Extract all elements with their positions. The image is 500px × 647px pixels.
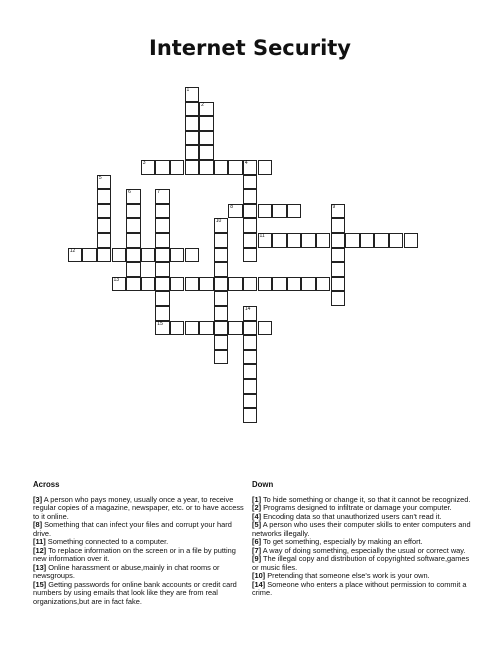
cell-number: 5 — [98, 174, 102, 181]
crossword-cell[interactable] — [243, 408, 258, 423]
crossword-cell[interactable] — [228, 277, 243, 292]
crossword-cell[interactable] — [316, 233, 331, 248]
crossword-cell[interactable] — [404, 233, 419, 248]
crossword-cell[interactable] — [360, 233, 375, 248]
clue-text: A person who pays money, usually once a year, to receive regular copies of a magazine, newspaper, etc. or to have access to it online. — [33, 494, 244, 521]
down-clue — [252, 555, 472, 572]
crossword-cell[interactable] — [155, 321, 170, 336]
crossword-cell[interactable] — [287, 204, 302, 219]
crossword-cell[interactable] — [97, 204, 112, 219]
across-clue — [33, 496, 248, 522]
down-clue — [252, 521, 472, 538]
clue-number: [5] — [252, 520, 262, 529]
clue-number: [9] — [252, 554, 262, 563]
crossword-cell[interactable] — [243, 175, 258, 190]
clue-number: [14] — [252, 579, 266, 589]
crossword-cell[interactable] — [272, 277, 287, 292]
crossword-cell[interactable] — [170, 321, 185, 336]
crossword-cell[interactable] — [185, 321, 200, 336]
clue-number: [6] — [252, 537, 262, 546]
cell-number: 8 — [230, 203, 234, 210]
crossword-cell[interactable] — [97, 218, 112, 233]
across-clue — [33, 581, 248, 607]
clue-text: To hide something or change it, so that it cannot be recognized. — [261, 494, 471, 504]
crossword-cell[interactable] — [272, 233, 287, 248]
crossword-cell[interactable] — [345, 233, 360, 248]
crossword-cell[interactable] — [243, 364, 258, 379]
crossword-cell[interactable] — [68, 248, 83, 263]
crossword-cell[interactable] — [141, 248, 156, 263]
down-clue — [252, 581, 472, 598]
crossword-cell[interactable] — [331, 204, 346, 219]
crossword-cell[interactable] — [243, 204, 258, 219]
clue-text: A person who uses their computer skills to enter computers and networks illegally. — [252, 520, 471, 538]
clue-number: [1] — [252, 494, 262, 504]
crossword-cell[interactable] — [214, 306, 229, 321]
cell-number: 11 — [259, 233, 265, 239]
crossword-cell[interactable] — [228, 160, 243, 175]
clue-number: [8] — [33, 520, 43, 529]
crossword-cell[interactable] — [214, 233, 229, 248]
crossword-cell[interactable] — [331, 233, 346, 248]
crossword-cell[interactable] — [97, 248, 112, 263]
crossword-cell[interactable] — [155, 291, 170, 306]
clue-number: [3] — [33, 494, 43, 504]
cell-number: 3 — [142, 160, 146, 166]
crossword-cell[interactable] — [214, 291, 229, 306]
crossword-cell[interactable] — [155, 189, 170, 204]
clue-number: [2] — [252, 503, 262, 512]
crossword-cell[interactable] — [331, 218, 346, 233]
crossword-cell[interactable] — [97, 233, 112, 248]
across-clue — [33, 521, 248, 538]
cell-number: 4 — [244, 160, 248, 166]
crossword-cell[interactable] — [243, 335, 258, 350]
across-clues — [33, 481, 248, 606]
crossword-cell[interactable] — [214, 248, 229, 263]
crossword-cell[interactable] — [243, 379, 258, 394]
crossword-cell[interactable] — [170, 248, 185, 263]
crossword-cell[interactable] — [331, 262, 346, 277]
crossword-cell[interactable] — [331, 248, 346, 263]
down-heading: Down — [252, 480, 274, 489]
crossword-cell[interactable] — [185, 277, 200, 292]
clue-text: Online harassment or abuse,mainly in chat rooms or newsgroups. — [33, 562, 220, 580]
crossword-cell[interactable] — [199, 321, 214, 336]
clue-text: Something connected to a computer. — [45, 537, 169, 546]
crossword-cell[interactable] — [155, 306, 170, 321]
crossword-cell[interactable] — [258, 321, 273, 336]
crossword-cell[interactable] — [185, 160, 200, 175]
crossword-cell[interactable] — [243, 160, 258, 175]
clue-text: A way of doing something, especially the usual or correct way. — [261, 545, 466, 555]
crossword-cell[interactable] — [214, 160, 229, 175]
crossword-cell[interactable] — [185, 248, 200, 263]
crossword-cell[interactable] — [214, 277, 229, 292]
crossword-cell[interactable] — [199, 160, 214, 175]
crossword-cell[interactable] — [185, 87, 200, 102]
crossword-cell[interactable] — [112, 248, 127, 263]
crossword-cell[interactable] — [243, 233, 258, 248]
crossword-cell[interactable] — [199, 145, 214, 160]
cell-number: 14 — [244, 306, 251, 312]
crossword-cell[interactable] — [214, 321, 229, 336]
across-clue — [33, 547, 248, 564]
clue-text: The illegal copy and distribution of copyrighted software,games or music files. — [252, 554, 470, 572]
crossword-cell[interactable] — [126, 248, 141, 263]
crossword-cell[interactable] — [214, 218, 229, 233]
crossword-cell[interactable] — [141, 277, 156, 292]
crossword-cell[interactable] — [126, 277, 141, 292]
cell-number: 1 — [186, 87, 190, 93]
crossword-cell[interactable] — [155, 204, 170, 219]
crossword-cell[interactable] — [170, 160, 185, 175]
clue-number: [13] — [33, 562, 47, 572]
cell-number: 12 — [69, 247, 76, 254]
crossword-cell[interactable] — [287, 277, 302, 292]
crossword-cell[interactable] — [141, 160, 156, 175]
crossword-cell[interactable] — [272, 204, 287, 219]
crossword-cell[interactable] — [199, 277, 214, 292]
crossword-cell[interactable] — [258, 204, 273, 219]
cell-number: 13 — [113, 276, 120, 283]
crossword-cell[interactable] — [97, 175, 112, 190]
crossword-cell[interactable] — [82, 248, 97, 263]
crossword-cell[interactable] — [185, 116, 200, 131]
crossword-cell[interactable] — [331, 291, 346, 306]
crossword-cell[interactable] — [126, 233, 141, 248]
crossword-cell[interactable] — [185, 145, 200, 160]
clue-number: [4] — [252, 511, 262, 521]
crossword-cell[interactable] — [243, 218, 258, 233]
crossword-cell[interactable] — [155, 233, 170, 248]
cell-number: 9 — [332, 203, 336, 210]
crossword-cell[interactable] — [214, 335, 229, 350]
crossword-cell[interactable] — [243, 350, 258, 365]
cell-number: 2 — [201, 101, 204, 108]
crossword-cell[interactable] — [126, 204, 141, 219]
crossword-cell[interactable] — [199, 102, 214, 117]
crossword-cell[interactable] — [243, 189, 258, 204]
clue-text: To replace information on the screen or in a file by putting new information over it. — [33, 545, 236, 563]
crossword-cell[interactable] — [258, 233, 273, 248]
crossword-cell[interactable] — [199, 116, 214, 131]
crossword-cell[interactable] — [155, 262, 170, 277]
clue-number: [12] — [33, 545, 47, 555]
clue-text: Someone who enters a place without permission to commit a crime. — [252, 579, 467, 597]
crossword-cell[interactable] — [126, 218, 141, 233]
crossword-cell[interactable] — [287, 233, 302, 248]
clue-number: [11] — [33, 537, 46, 546]
crossword-cell[interactable] — [258, 277, 273, 292]
crossword-cell[interactable] — [301, 233, 316, 248]
clue-number: [10] — [252, 571, 266, 580]
crossword-cell[interactable] — [301, 277, 316, 292]
clue-text: Pretending that someone else's work is your own. — [265, 571, 430, 580]
across-clue — [33, 564, 248, 581]
clue-text: Programs designed to infiltrate or damage your computer. — [261, 503, 452, 512]
crossword-cell[interactable] — [155, 277, 170, 292]
crossword-cell[interactable] — [185, 131, 200, 146]
crossword-cell[interactable] — [155, 160, 170, 175]
page-title: Internet Security — [149, 36, 351, 60]
crossword-cell[interactable] — [214, 262, 229, 277]
clue-number: [7] — [252, 545, 262, 555]
cell-number: 10 — [215, 218, 222, 225]
crossword-cell[interactable] — [228, 321, 243, 336]
crossword-cell[interactable] — [243, 277, 258, 292]
clue-number: [15] — [33, 579, 47, 589]
crossword-cell[interactable] — [258, 160, 273, 175]
clue-text: Encoding data so that unauthorized users can't read it. — [261, 511, 442, 521]
crossword-cell[interactable] — [243, 321, 258, 336]
crossword-cell[interactable] — [97, 189, 112, 204]
crossword-cell[interactable] — [243, 306, 258, 321]
crossword-cell[interactable] — [185, 102, 200, 117]
clue-text: To get something, especially by making an effort. — [261, 537, 423, 546]
cell-number: 15 — [157, 320, 163, 327]
crossword-cell[interactable] — [112, 277, 127, 292]
crossword-cell[interactable] — [126, 189, 141, 204]
crossword-cell[interactable] — [243, 248, 258, 263]
crossword-cell[interactable] — [155, 248, 170, 263]
crossword-cell[interactable] — [155, 218, 170, 233]
clue-text: Getting passwords for online bank accounts or credit card numbers by using emails that look like they are from real organizations,but are in fact fake. — [33, 579, 237, 606]
cell-number: 7 — [157, 189, 161, 196]
cell-number: 6 — [128, 189, 131, 196]
crossword-cell[interactable] — [316, 277, 331, 292]
crossword-cell[interactable] — [374, 233, 389, 248]
down-clues — [252, 481, 472, 598]
crossword-cell[interactable] — [170, 277, 185, 292]
crossword-cell[interactable] — [199, 131, 214, 146]
crossword-cell[interactable] — [214, 350, 229, 365]
crossword-cell[interactable] — [331, 277, 346, 292]
across-heading: Across — [33, 480, 60, 489]
clue-text: Something that can infect your files and corrupt your hard drive. — [33, 520, 232, 538]
crossword-cell[interactable] — [126, 262, 141, 277]
crossword-cell[interactable] — [389, 233, 404, 248]
crossword-cell[interactable] — [228, 204, 243, 219]
crossword-cell[interactable] — [243, 394, 258, 409]
